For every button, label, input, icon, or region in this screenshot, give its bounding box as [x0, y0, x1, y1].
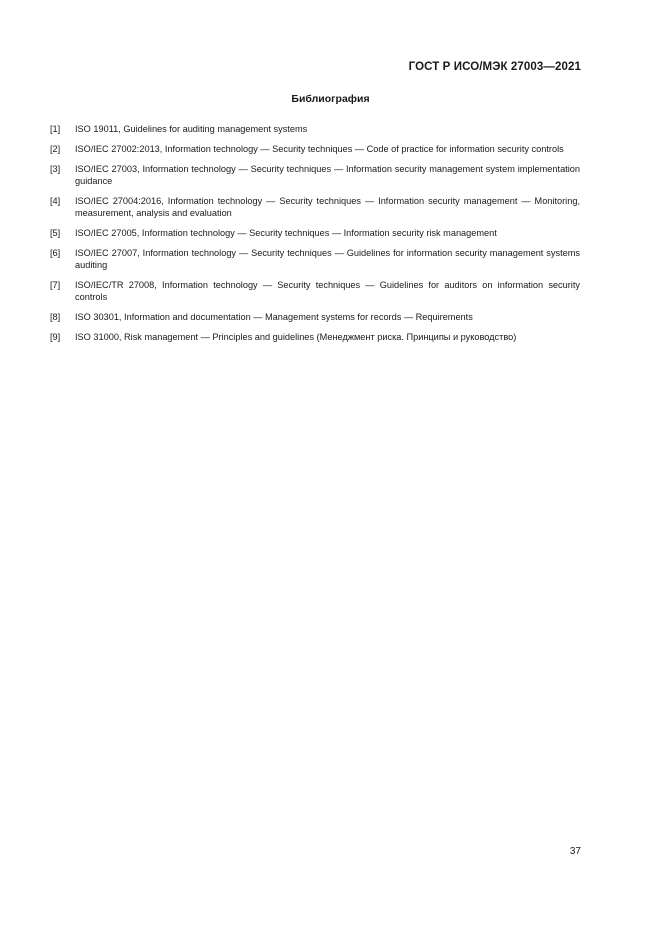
bibliography-item — [50, 227, 580, 239]
reference-number: [8] — [50, 312, 61, 322]
reference-number: [1] — [50, 124, 61, 134]
reference-text: ISO/IEC/TR 27008, Information technology — Security techniques — Guidelines for auditors on information security controls — [75, 280, 580, 302]
reference-text: ISO/IEC 27007, Information technology — Security techniques — Guidelines for information security management systems auditing — [75, 248, 580, 270]
bibliography-item — [50, 279, 580, 303]
bibliography-list — [50, 123, 580, 351]
page-title: Библиография — [291, 93, 370, 105]
reference-number: [5] — [50, 228, 61, 238]
reference-number: [3] — [50, 164, 61, 174]
page-number: 37 — [569, 846, 581, 857]
reference-number: [6] — [50, 248, 61, 258]
bibliography-item — [50, 331, 580, 343]
bibliography-item — [50, 311, 580, 323]
reference-number: [4] — [50, 196, 61, 206]
reference-text: ISO/IEC 27005, Information technology — Security techniques — Information security risk management — [75, 228, 497, 238]
reference-text: ISO 31000, Risk management — Principles and guidelines (Менеджмент риска. Принципы и руководство) — [75, 332, 517, 342]
reference-text: ISO 30301, Information and documentation — Management systems for records — Requirements — [75, 312, 473, 322]
bibliography-item — [50, 247, 580, 271]
reference-number: [2] — [50, 144, 61, 154]
reference-text: ISO 19011, Guidelines for auditing management systems — [75, 124, 308, 134]
reference-number: [9] — [50, 332, 61, 342]
bibliography-item — [50, 163, 580, 187]
reference-text: ISO/IEC 27002:2013, Information technology — Security techniques — Code of practice for information security controls — [75, 144, 564, 154]
reference-text: ISO/IEC 27003, Information technology — Security techniques — Information security management system implementation guidance — [75, 164, 580, 186]
bibliography-item — [50, 195, 580, 219]
bibliography-item — [50, 143, 580, 155]
reference-number: [7] — [50, 280, 61, 290]
bibliography-item — [50, 123, 580, 135]
reference-text: ISO/IEC 27004:2016, Information technology — Security techniques — Information security management — Monitoring, measurement, analysis and evaluation — [75, 196, 580, 218]
document-header: ГОСТ Р ИСО/МЭК 27003—2021 — [408, 61, 581, 73]
